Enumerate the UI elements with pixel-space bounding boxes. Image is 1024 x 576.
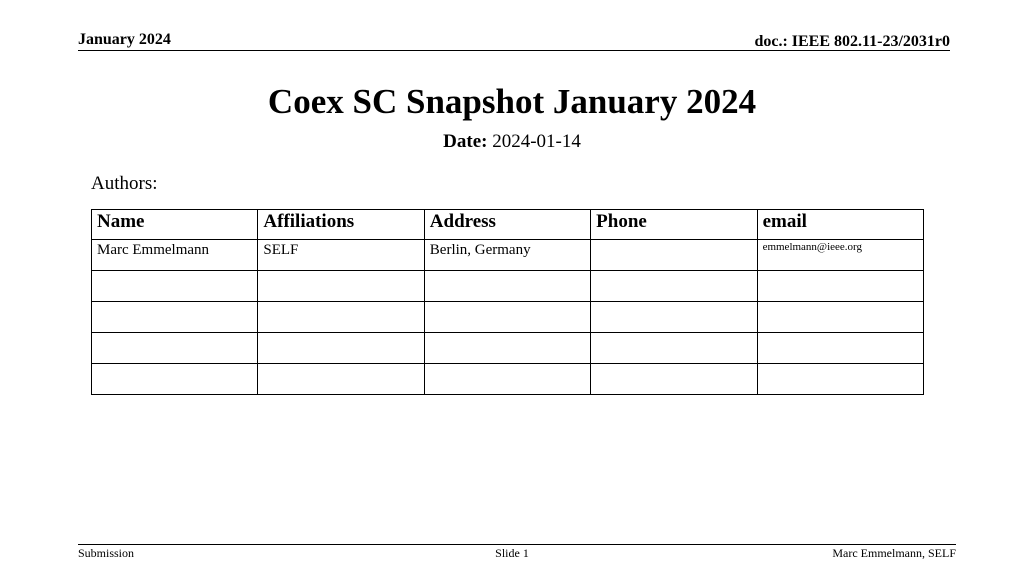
cell-phone bbox=[591, 271, 757, 302]
footer-divider bbox=[78, 544, 956, 545]
column-header-email: email bbox=[757, 210, 923, 240]
cell-address bbox=[424, 333, 590, 364]
cell-address bbox=[424, 271, 590, 302]
footer-slide-number: Slide 1 bbox=[495, 546, 529, 560]
cell-address: Berlin, Germany bbox=[424, 240, 590, 271]
table-row bbox=[92, 240, 924, 271]
header-divider bbox=[78, 50, 950, 51]
cell-affiliation: SELF bbox=[258, 240, 424, 271]
cell-phone bbox=[591, 333, 757, 364]
date-label: Date: bbox=[443, 131, 488, 152]
column-header-affiliations: Affiliations bbox=[258, 210, 424, 240]
cell-email bbox=[757, 364, 923, 395]
cell-email bbox=[757, 302, 923, 333]
cell-phone bbox=[591, 240, 757, 271]
header-date: January 2024 bbox=[78, 31, 171, 48]
slide-title: Coex SC Snapshot January 2024 bbox=[267, 82, 757, 121]
table-row bbox=[92, 271, 924, 302]
cell-affiliation bbox=[258, 364, 424, 395]
date-value: 2024-01-14 bbox=[492, 131, 581, 152]
column-header-name: Name bbox=[92, 210, 258, 240]
authors-table bbox=[91, 209, 924, 395]
cell-affiliation bbox=[258, 302, 424, 333]
cell-email: emmelmann@ieee.org bbox=[757, 240, 923, 271]
cell-name bbox=[92, 333, 258, 364]
cell-name bbox=[92, 364, 258, 395]
date-line bbox=[0, 131, 1024, 153]
cell-name: Marc Emmelmann bbox=[92, 240, 258, 271]
cell-name bbox=[92, 302, 258, 333]
authors-label: Authors: bbox=[91, 173, 158, 194]
cell-phone bbox=[591, 302, 757, 333]
column-header-phone: Phone bbox=[591, 210, 757, 240]
header-doc-id: doc.: IEEE 802.11-23/2031r0 bbox=[754, 33, 950, 50]
cell-affiliation bbox=[258, 271, 424, 302]
cell-phone bbox=[591, 364, 757, 395]
cell-address bbox=[424, 302, 590, 333]
cell-address bbox=[424, 364, 590, 395]
footer-author: Marc Emmelmann, SELF bbox=[832, 546, 956, 560]
table-header-row bbox=[92, 210, 924, 240]
cell-affiliation bbox=[258, 333, 424, 364]
cell-email bbox=[757, 271, 923, 302]
column-header-address: Address bbox=[424, 210, 590, 240]
table-row bbox=[92, 302, 924, 333]
table-row bbox=[92, 333, 924, 364]
table-row bbox=[92, 364, 924, 395]
footer-submission: Submission bbox=[78, 546, 135, 560]
cell-name bbox=[92, 271, 258, 302]
cell-email bbox=[757, 333, 923, 364]
